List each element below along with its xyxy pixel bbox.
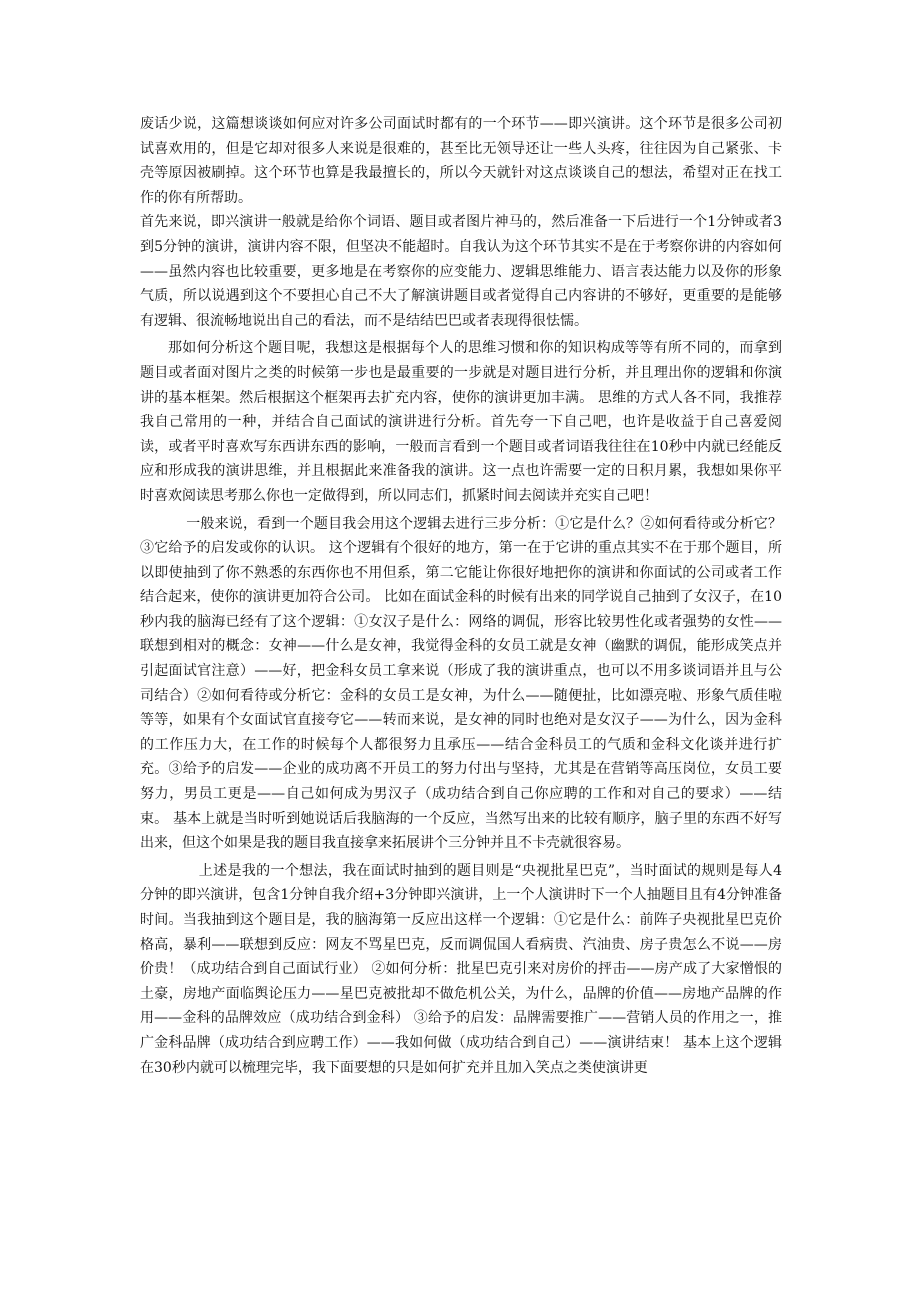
document-body	[140, 112, 782, 1080]
paragraph-three-step-logic: 一般来说，看到一个题目我会用这个逻辑去进行三步分析：①它是什么？②如何看待或分析它？③它给予的启发或你的认识。 这个逻辑有个很好的地方，第一在于它讲的重点其实不在于那个题目，所以即使抽到了你不熟悉的东西你也不用但系，第二它能让你很好地把你的演讲和你面试的公司或者工作结合起来，使你的演讲更加符合公司。 比如在面试金科的时候有出来的同学说自己抽到了女汉子，在10秒内我的脑海已经有了这个逻辑：①女汉子是什么：网络的调侃，形容比较男性化或者强势的女性——联想到相对的概念：女神——什么是女神，我觉得金科的女员工就是女神（幽默的调侃，能形成笑点并引起面试官注意）——好，把金科女员工拿来说（形成了我的演讲重点，也可以不用多谈词语并且与公司结合）②如何看待或分析它：金科的女员工是女神，为什么——随便扯，比如漂亮啦、形象气质佳啦等等，如果有个女面试官直接夸它——转而来说，是女神的同时也绝对是女汉子——为什么，因为金科的工作压力大，在工作的时候每个人都很努力且承压——结合金科员工的气质和金科文化谈并进行扩充。③给予的启发——企业的成功离不开员工的努力付出与坚持，尤其是在营销等高压岗位，女员工要努力，男员工更是——自己如何成为男汉子（成功结合到自己你应聘的工作和对自己的要求）——结束。 基本上就是当时听到她说话后我脑海的一个反应，当然写出来的比较有顺序，脑子里的东西不好写出来，但这个如果是我的题目我直接拿来拓展讲个三分钟并且不卡壳就很容易。	[140, 515, 782, 852]
paragraph-intro: 废话少说，这篇想谈谈如何应对许多公司面试时都有的一个环节——即兴演讲。这个环节是很多公司初试喜欢用的，但是它却对很多人来说是很难的，甚至比无领导还让一些人头疼，往往因为自己紧张、卡壳等原因被刷掉。这个环节也算是我最擅长的，所以今天就针对这点谈谈自己的想法，希望对正在找工作的你有所帮助。	[140, 116, 782, 206]
paragraph-analysis-method: 那如何分析这个题目呢，我想这是根据每个人的思维习惯和你的知识构成等等有所不同的，而拿到题目或者面对图片之类的时候第一步也是最重要的一步就是对题目进行分析，并且理出你的逻辑和你演讲的基本框架。然后根据这个框架再去扩充内容，使你的演讲更加丰满。 思维的方式人各不同，我推荐我自己常用的一种，并结合自己面试的演讲进行分析。首先夸一下自己吧，也许是收益于自己喜爱阅读，或者平时喜欢写东西讲东西的影响，一般而言看到一个题目或者词语我往往在10秒中内就已经能反应和形成我的演讲思维，并且根据此来准备我的演讲。这一点也许需要一定的日积月累，我想如果你平时喜欢阅读思考那么你也一定做得到，所以同志们，抓紧时间去阅读并充实自己吧！	[140, 340, 782, 504]
paragraph-definition: 首先来说，即兴演讲一般就是给你个词语、题目或者图片神马的，然后准备一下后进行一个1分钟或者3到5分钟的演讲，演讲内容不限，但坚决不能超时。自我认为这个环节其实不是在于考察你讲的内容如何——虽然内容也比较重要，更多地是在考察你的应变能力、逻辑思维能力、语言表达能力以及你的形象气质，所以说遇到这个不要担心自己不大了解演讲题目或者觉得自己内容讲的不够好，更重要的是能够有逻辑、很流畅地说出自己的看法，而不是结结巴巴或者表现得很怯懦。	[140, 214, 782, 329]
paragraph-personal-example: 上述是我的一个想法，我在面试时抽到的题目则是“央视批星巴克”，当时面试的规则是每人4分钟的即兴演讲，包含1分钟自我介绍+3分钟即兴演讲，上一个人演讲时下一个人抽题目且有4分钟准备时间。当我抽到这个题目是，我的脑海第一反应出这样一个逻辑：①它是什么：前阵子央视批星巴克价格高，暴利——联想到反应：网友不骂星巴克，反而调侃国人看病贵、汽油贵、房子贵怎么不说——房价贵！（成功结合到自己面试行业） ②如何分析：批星巴克引来对房价的抨击——房产成了大家憎恨的土豪，房地产面临舆论压力——星巴克被批却不做危机公关，为什么，品牌的价值——房地产品牌的作用——金科的品牌效应（成功结合到金科） ③给予的启发：品牌需要推广——营销人员的作用之一，推广金科品牌（成功结合到应聘工作）——我如何做（成功结合到自己）——演讲结束！ 基本上这个逻辑在30秒内就可以梳理完毕，我下面要想的只是如何扩充并且加入笑点之类使演讲更	[140, 862, 782, 1076]
